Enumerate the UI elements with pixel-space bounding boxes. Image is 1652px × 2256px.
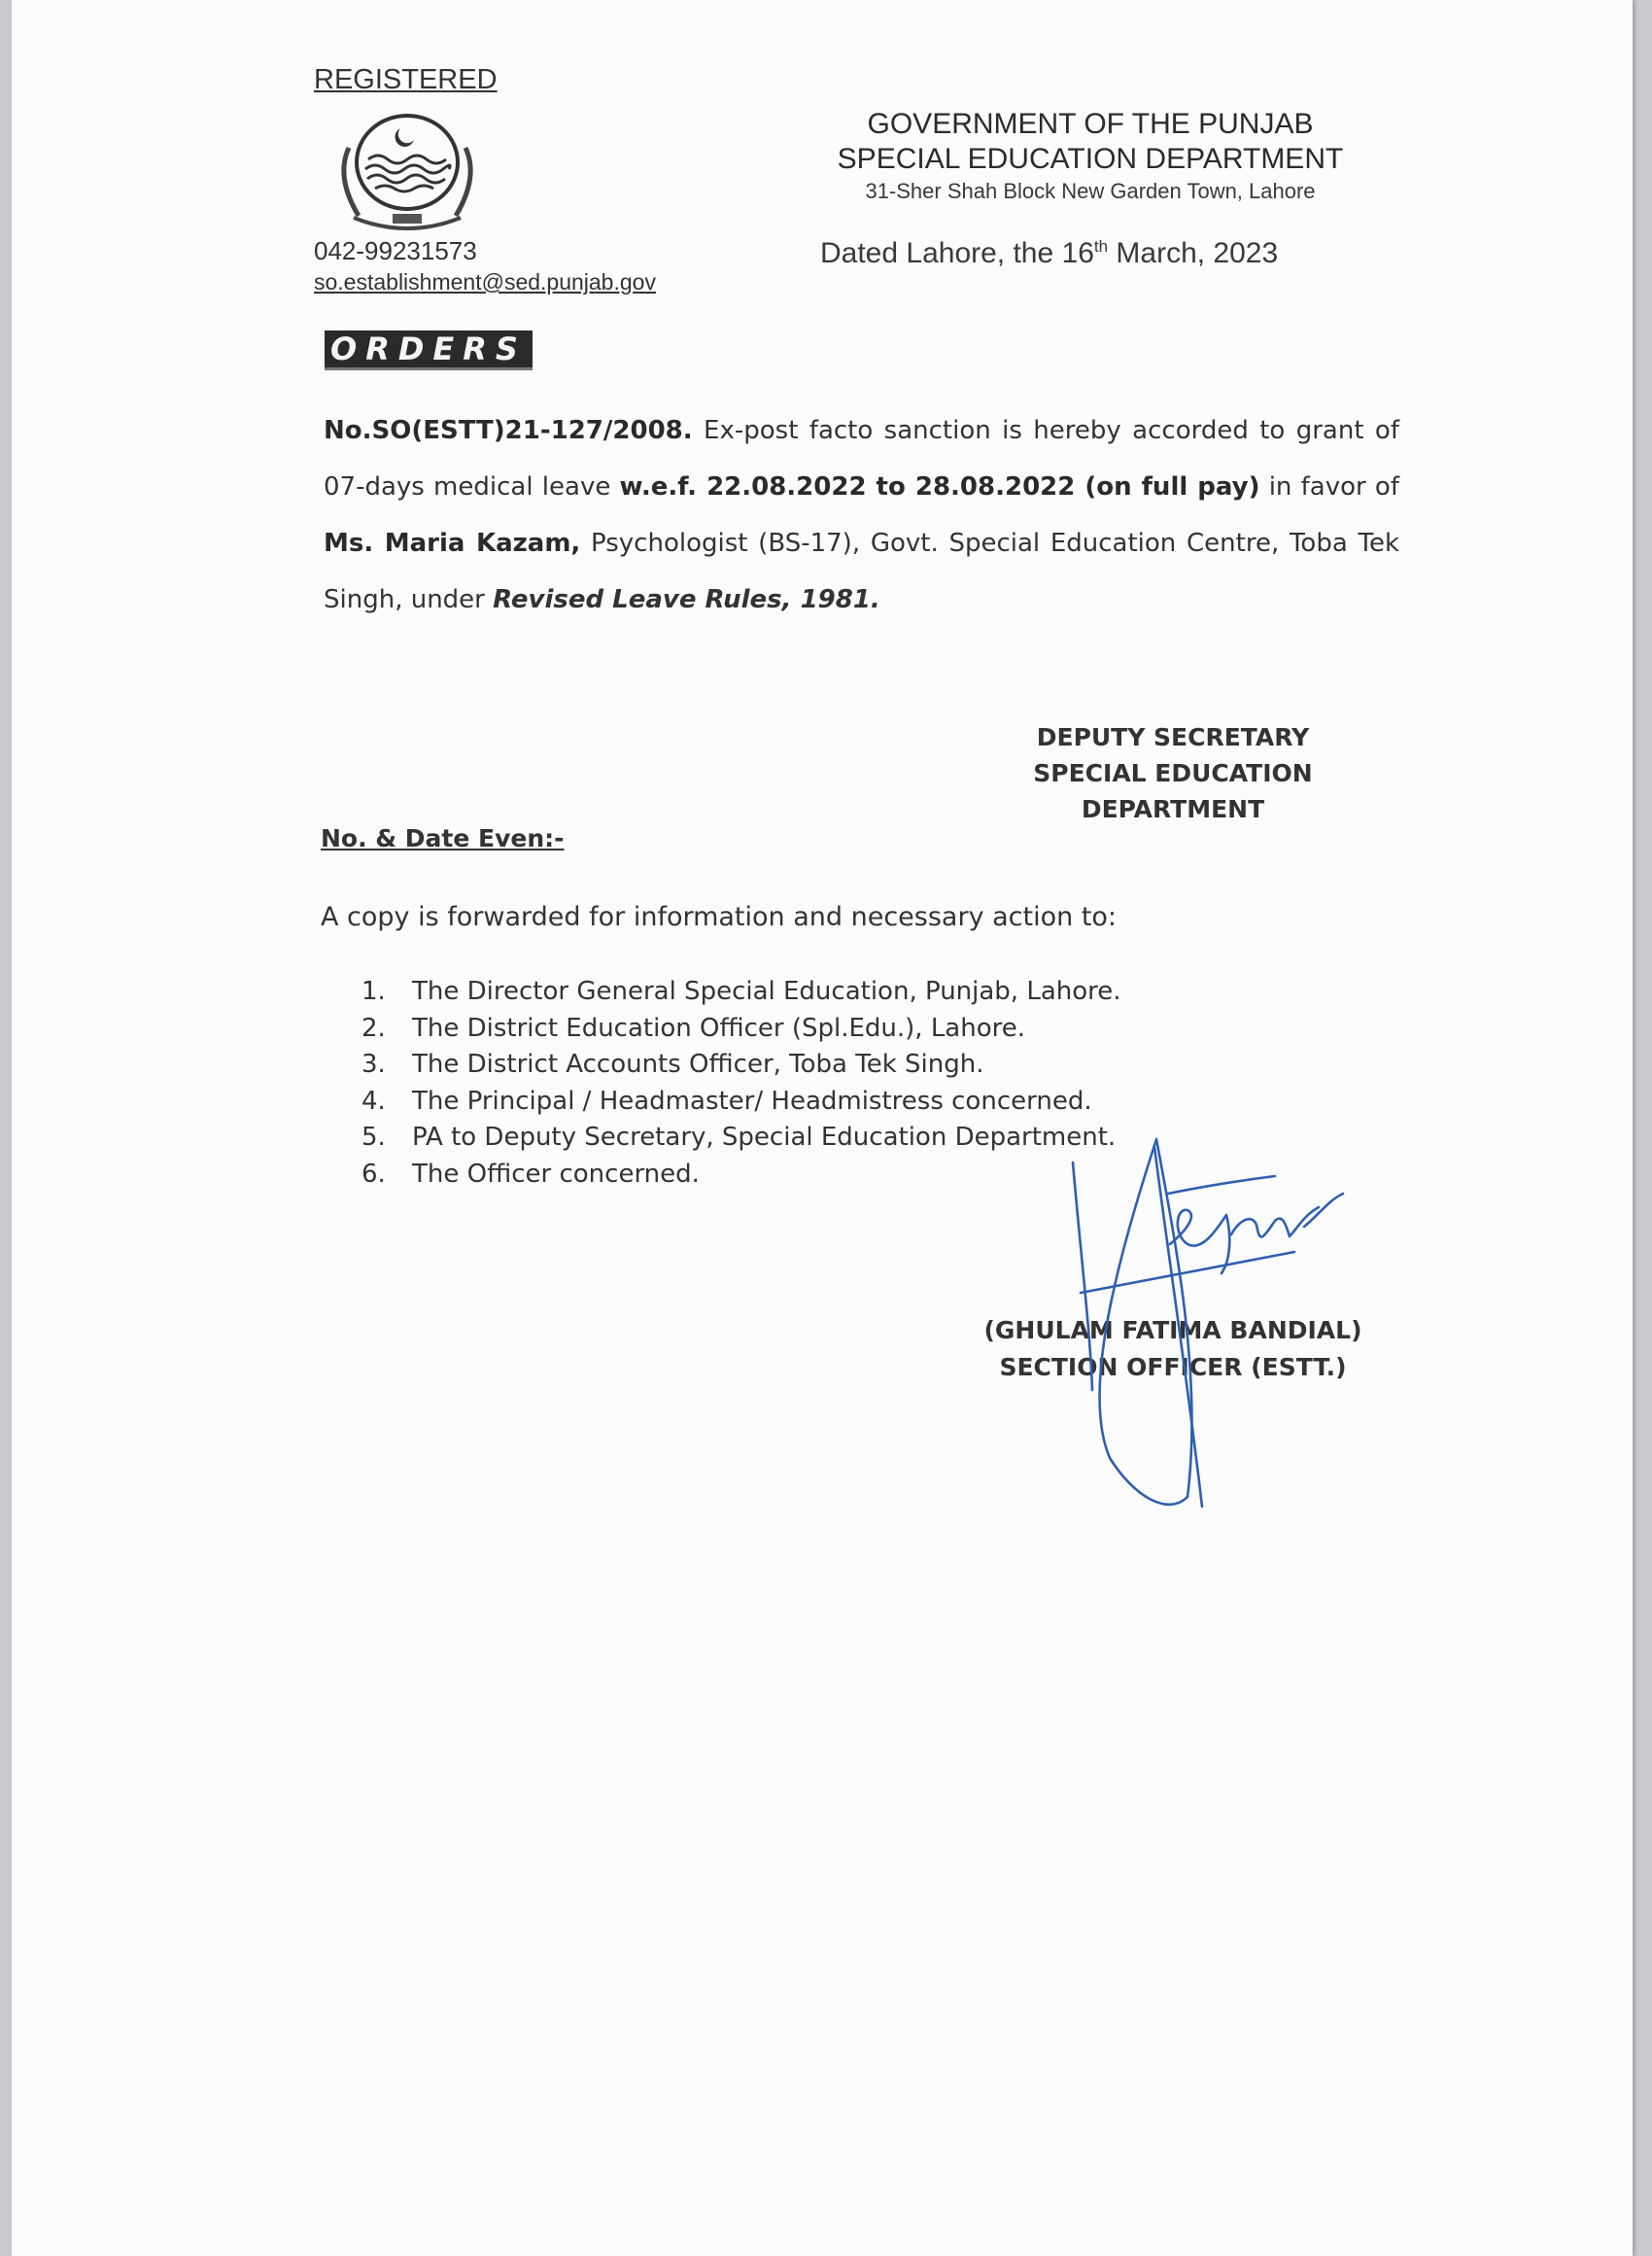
email-address: so.establishment@sed.punjab.gov <box>314 269 656 295</box>
order-text-2: in favor of <box>1259 472 1399 502</box>
list-number: 3. <box>361 1050 386 1079</box>
document-page <box>12 0 1633 2256</box>
date-ordinal: th <box>1093 237 1109 256</box>
list-text: PA to Deputy Secretary, Special Education Department. <box>412 1123 1117 1152</box>
list-text: The Director General Special Education, Punjab, Lahore. <box>412 977 1121 1006</box>
employee-name: Ms. Maria Kazam, <box>324 529 581 558</box>
list-item <box>361 1047 1121 1084</box>
date-suffix: March, 2023 <box>1108 237 1279 269</box>
list-item <box>361 1084 1121 1121</box>
leave-rules: Revised Leave Rules, 1981. <box>493 585 880 614</box>
deputy-line-3: DEPARTMENT <box>1081 795 1265 823</box>
list-text: The Officer concerned. <box>412 1159 700 1189</box>
list-number: 2. <box>361 1013 386 1043</box>
date-line <box>820 237 1278 270</box>
list-item <box>361 974 1121 1011</box>
signatory-title: SECTION OFFICER (ESTT.) <box>999 1353 1347 1381</box>
list-number: 5. <box>361 1123 386 1152</box>
leave-period: w.e.f. 22.08.2022 to 28.08.2022 (on full pay) <box>619 472 1260 502</box>
deputy-secretary-block <box>1013 719 1333 827</box>
order-number: No.SO(ESTT)21-127/2008. <box>324 416 693 445</box>
signatory-name: (GHULAM FATIMA BANDIAL) <box>983 1316 1362 1344</box>
list-number: 1. <box>361 977 386 1006</box>
order-body <box>324 402 1399 628</box>
no-date-even: No. & Date Even:- <box>321 824 565 852</box>
gov-title: GOVERNMENT OF THE PUNJAB <box>867 108 1314 140</box>
list-item <box>361 1157 1121 1194</box>
registered-label: REGISTERED <box>314 64 498 95</box>
order-text-3: Psychologist (BS-17), Govt. Special Education Centre, Toba Tek Singh, under <box>324 529 1399 614</box>
deputy-line-1: DEPUTY SECRETARY <box>1036 723 1310 751</box>
order-text-1: Ex-post facto sanction is hereby accorded to grant of 07-days medical leave <box>324 416 1399 502</box>
list-number: 6. <box>361 1159 386 1189</box>
recipient-list <box>361 974 1121 1193</box>
list-item <box>361 1120 1121 1157</box>
date-prefix: Dated Lahore, the 16 <box>820 237 1094 269</box>
handwritten-signature <box>1042 1137 1362 1516</box>
punjab-emblem-icon <box>325 109 490 235</box>
list-text: The Principal / Headmaster/ Headmistress concerned. <box>412 1086 1092 1116</box>
list-item <box>361 1011 1121 1048</box>
list-text: The District Accounts Officer, Toba Tek Singh. <box>412 1050 984 1079</box>
list-number: 4. <box>361 1086 386 1116</box>
list-text: The District Education Officer (Spl.Edu.), Lahore. <box>412 1013 1025 1043</box>
deputy-line-2: SPECIAL EDUCATION <box>1033 759 1313 787</box>
department-address: 31-Sher Shah Block New Garden Town, Lahore <box>865 179 1316 203</box>
department-header <box>779 107 1401 206</box>
copy-forward-intro: A copy is forwarded for information and necessary action to: <box>321 902 1118 932</box>
department-title: SPECIAL EDUCATION DEPARTMENT <box>837 143 1344 175</box>
phone-number: 042-99231573 <box>314 236 477 265</box>
orders-heading: ORDERS <box>325 330 533 370</box>
